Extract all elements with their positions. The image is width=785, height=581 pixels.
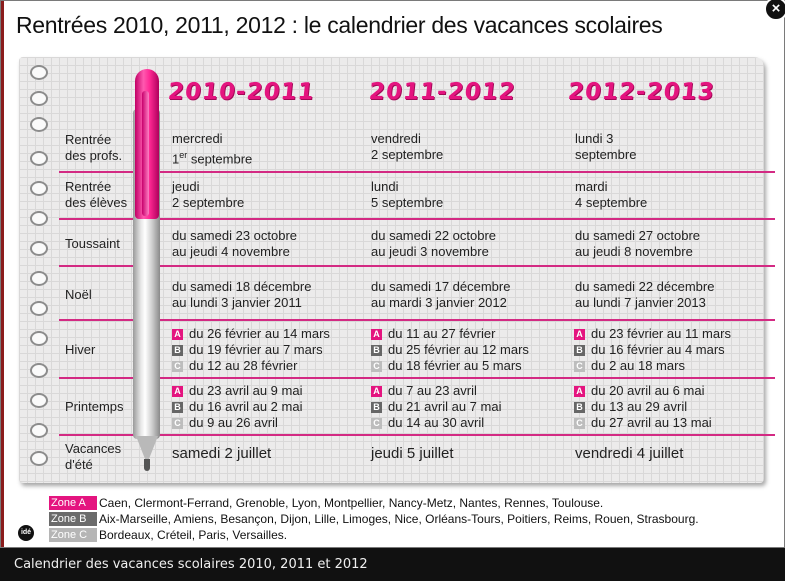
row-divider (59, 171, 775, 173)
ring-hole (30, 363, 48, 378)
zone-dates: du 27 avril au 13 mai (591, 415, 712, 430)
zone-dates: du 16 avril au 2 mai (189, 399, 303, 414)
ring-hole (30, 271, 48, 286)
ring-hole (30, 393, 48, 408)
cell-hiver-2012 (574, 326, 731, 374)
zone-line (371, 326, 529, 342)
cell-printemps-2012 (574, 383, 712, 431)
row-divider (59, 265, 775, 267)
ring-hole (30, 451, 48, 466)
cell-toussaint-2012 (575, 228, 700, 260)
zone-dates: du 7 au 23 avril (388, 383, 477, 398)
zone-line (574, 399, 712, 415)
cell-toussaint-2011 (371, 228, 496, 260)
zone-b-badge: B (371, 402, 382, 413)
zone-b-badge: B (574, 345, 585, 356)
row-label-noel: Noël (65, 287, 92, 302)
row-divider (59, 218, 775, 220)
cell-line: au jeudi 4 novembre (172, 244, 290, 259)
cell-text: 1 (172, 151, 180, 167)
cell-ete-2012: vendredi 4 juillet (575, 445, 684, 462)
cell-printemps-2010 (172, 383, 302, 431)
zone-b-badge: B (371, 345, 382, 356)
zone-line (371, 399, 501, 415)
cell-line: 5 septembre (371, 195, 444, 210)
zone-a-badge: A (172, 386, 183, 397)
zone-a-badge: A (574, 386, 585, 397)
ring-hole (30, 241, 48, 256)
cell-line: du samedi 17 décembre (371, 279, 511, 294)
zone-line (172, 326, 330, 342)
cell-hiver-2011 (371, 326, 529, 374)
cell-noel-2010 (172, 279, 311, 311)
cell-line: septembre (575, 147, 637, 162)
legend-row-zone-b (49, 511, 699, 527)
year-header-2011: 2011-2012 (367, 79, 517, 105)
row-label-rentree-eleves (65, 179, 127, 211)
cell-line: au lundi 3 janvier 2011 (172, 295, 302, 310)
legend-row-zone-a (49, 495, 699, 511)
cell-line: du samedi 22 octobre (371, 228, 497, 243)
zone-line (574, 326, 731, 342)
cell-ete-2010: samedi 2 juillet (172, 445, 272, 462)
ring-hole (30, 423, 48, 438)
zone-dates: du 14 au 30 avril (388, 415, 485, 430)
ring-hole (30, 211, 48, 226)
cell-line: au jeudi 8 novembre (575, 244, 693, 259)
ring-hole (30, 151, 48, 166)
zone-b-cities: Aix-Marseille, Amiens, Besançon, Dijon, Lille, Limoges, Nice, Orléans-Tours, Poitiers, Reims, Rouen, Strasbourg. (99, 512, 699, 526)
cell-eleves-2011 (371, 179, 443, 211)
row-label-line: Rentrée (65, 132, 112, 147)
close-button[interactable]: × (764, 0, 785, 21)
row-divider (59, 377, 775, 379)
zone-line (371, 342, 529, 358)
superscript: er (179, 150, 188, 160)
cell-line: jeudi (172, 179, 200, 194)
cell-line: du samedi 23 octobre (172, 228, 298, 243)
zone-a-badge: A (371, 386, 382, 397)
zone-dates: du 20 avril au 6 mai (591, 383, 705, 398)
cell-line: vendredi (371, 131, 421, 146)
pen-clip (142, 91, 149, 216)
zone-dates: du 12 au 28 février (189, 358, 298, 373)
zone-dates: du 9 au 26 avril (189, 415, 278, 430)
zone-line (574, 358, 731, 374)
row-label-printemps: Printemps (65, 399, 124, 414)
zone-dates: du 11 au 27 février (388, 326, 496, 341)
image-caption: Calendrier des vacances scolaires 2010, 2011 et 2012 (14, 557, 368, 572)
zone-dates: du 23 février au 11 mars (591, 326, 731, 341)
row-label-toussaint: Toussaint (65, 236, 120, 251)
zone-b-badge: B (172, 345, 183, 356)
zone-a-badge: A (574, 329, 585, 340)
cell-profs-2010 (172, 131, 252, 167)
cell-line: au mardi 3 janvier 2012 (371, 295, 507, 310)
cell-line: 2 septembre (172, 195, 245, 210)
zone-a-tag: Zone A (49, 496, 97, 510)
cell-text: septembre (187, 151, 253, 167)
ring-hole (30, 181, 48, 196)
zone-a-cities: Caen, Clermont-Ferrand, Grenoble, Lyon, Montpellier, Nancy-Metz, Nantes, Rennes, Toulouse. (99, 496, 604, 510)
zone-c-badge: C (574, 418, 585, 429)
row-divider (59, 319, 775, 321)
cell-line: mercredi (172, 131, 223, 146)
zone-dates: du 23 avril au 9 mai (189, 383, 303, 398)
zone-dates: du 26 février au 14 mars (189, 326, 330, 341)
row-label-line: des profs. (65, 148, 123, 163)
cell-hiver-2010 (172, 326, 330, 374)
ring-hole (30, 301, 48, 316)
ring-hole (30, 91, 48, 106)
ring-hole (30, 331, 48, 346)
row-label-ete (65, 441, 121, 473)
zone-line (371, 415, 501, 431)
zone-dates: du 13 au 29 avril (591, 399, 688, 414)
cell-line: 4 septembre (575, 195, 648, 210)
year-header-2010: 2010-2011 (166, 79, 316, 105)
zone-c-badge: C (172, 418, 183, 429)
year-header-2012: 2012-2013 (566, 79, 716, 105)
cell-line: du samedi 18 décembre (172, 279, 312, 294)
pen-point (144, 459, 150, 471)
zone-c-badge: C (371, 361, 382, 372)
zone-a-badge: A (172, 329, 183, 340)
cell-line: 2 septembre (371, 147, 444, 162)
zone-c-cities: Bordeaux, Créteil, Paris, Versailles. (99, 528, 288, 542)
zone-line (172, 415, 302, 431)
cell-profs-2012 (575, 131, 636, 163)
cell-line: au lundi 7 janvier 2013 (575, 295, 706, 310)
zone-legend (49, 495, 699, 543)
ring-hole (30, 117, 48, 132)
cell-line: lundi (371, 179, 399, 194)
row-label-line: des élèves (65, 195, 128, 210)
row-label-rentree-profs (65, 132, 122, 164)
cell-noel-2011 (371, 279, 510, 311)
cell-eleves-2010 (172, 179, 244, 211)
row-label-line: Vacances (65, 441, 122, 456)
zone-dates: du 16 février au 4 mars (591, 342, 725, 357)
row-label-hiver: Hiver (65, 342, 96, 357)
zone-dates: du 18 février au 5 mars (388, 358, 522, 373)
zone-line (574, 383, 712, 399)
zone-line (371, 383, 501, 399)
cell-toussaint-2010 (172, 228, 297, 260)
zone-b-badge: B (172, 402, 183, 413)
cell-line: lundi 3 (575, 131, 614, 146)
page-title: Rentrées 2010, 2011, 2012 : le calendrier des vacances scolaires (16, 12, 663, 38)
ring-hole (30, 65, 48, 80)
zone-line (574, 415, 712, 431)
zone-line (172, 399, 302, 415)
zone-line (172, 342, 330, 358)
cell-line (172, 147, 252, 167)
cell-line: mardi (575, 179, 608, 194)
publisher-logo: idé (18, 525, 34, 541)
zone-line (172, 383, 302, 399)
cell-line: au jeudi 3 novembre (371, 244, 489, 259)
cell-line: du samedi 27 octobre (575, 228, 701, 243)
zone-c-tag: Zone C (49, 528, 97, 542)
zone-a-badge: A (371, 329, 382, 340)
row-divider (59, 434, 775, 436)
cell-eleves-2012 (575, 179, 647, 211)
cell-printemps-2011 (371, 383, 501, 431)
zone-c-badge: C (371, 418, 382, 429)
cell-profs-2011 (371, 131, 443, 163)
legend-row-zone-c (49, 527, 699, 543)
side-strip (1, 1, 4, 548)
zone-b-badge: B (574, 402, 585, 413)
zone-line (371, 358, 529, 374)
zone-b-tag: Zone B (49, 512, 97, 526)
row-label-line: d'été (65, 457, 93, 472)
zone-line (574, 342, 731, 358)
zone-line (172, 358, 330, 374)
cell-noel-2012 (575, 279, 714, 311)
zone-dates: du 19 février au 7 mars (189, 342, 323, 357)
cell-line: du samedi 22 décembre (575, 279, 715, 294)
zone-dates: du 25 février au 12 mars (388, 342, 529, 357)
zone-dates: du 2 au 18 mars (591, 358, 685, 373)
row-label-line: Rentrée (65, 179, 112, 194)
zone-c-badge: C (172, 361, 183, 372)
zone-c-badge: C (574, 361, 585, 372)
cell-ete-2011: jeudi 5 juillet (371, 445, 454, 462)
zone-dates: du 21 avril au 7 mai (388, 399, 502, 414)
